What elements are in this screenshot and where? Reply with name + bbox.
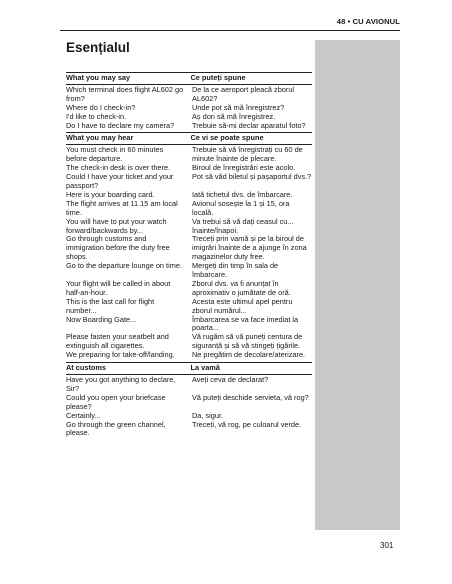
section-heading	[66, 132, 312, 145]
phrase-english: Have you got anything to declare, Sir?	[66, 375, 176, 393]
phrase-english: Do I have to declare my camera?	[66, 120, 175, 130]
phrase-romanian: Mergeți din timp în sala de îmbarcare.	[192, 261, 279, 280]
phrase-romanian: Iată tichetul dvs. de îmbarcare.	[192, 189, 293, 199]
phrase-romanian: Ne pregătim de decolare/aterizare.	[192, 350, 306, 360]
header-rule	[60, 30, 400, 31]
phrase-row	[66, 298, 312, 316]
phrase-romanian: Trebuie să vă înregistrați cu 60 de minute înainte de plecare.	[192, 145, 303, 164]
phrase-row	[66, 421, 312, 439]
phrase-romanian: Treceți, vă rog, pe culoarul verde.	[192, 419, 302, 429]
phrase-row	[66, 235, 312, 262]
phrase-row	[66, 376, 312, 394]
phrase-romanian: Unde pot să mă înregistrez?	[192, 102, 285, 112]
page-title: Esențialul	[66, 40, 130, 55]
gray-sidebar	[315, 40, 400, 530]
phrase-row	[66, 333, 312, 351]
phrase-english: Certainly...	[66, 410, 101, 420]
phrase-english: The flight arrives at 11.15 am local time.	[66, 198, 178, 217]
phrase-english: I'd like to check-in.	[66, 111, 127, 121]
phrase-row	[66, 173, 312, 191]
phrase-row	[66, 316, 312, 334]
phrase-romanian: Vă puteți deschide servieta, vă rog?	[192, 392, 309, 402]
phrase-row	[66, 280, 312, 298]
phrase-list	[66, 146, 312, 360]
phrase-english: Could I have your ticket and your passport?	[66, 172, 174, 190]
phrase-row	[66, 351, 312, 360]
section-heading-ro: La vamă	[190, 363, 220, 373]
phrase-romanian: Trebuie să-mi declar aparatul foto?	[192, 120, 306, 130]
phrase-romanian: Vă rugăm să vă puneți centura de siguranță și să vă stingeți țigările.	[192, 332, 303, 351]
phrase-romanian: Treceți prin vamă și pe la biroul de imigrări înainte de a ajunge în zona magazinelor duty free.	[192, 234, 307, 262]
phrase-english: Now Boarding Gate...	[66, 314, 137, 324]
phrase-romanian: Da, sigur.	[192, 410, 224, 420]
phrase-row	[66, 122, 312, 131]
phrase-english: Could you open your briefcase please?	[66, 392, 166, 411]
section-heading	[66, 362, 312, 375]
phrase-romanian: Aș dori să mă înregistrez.	[192, 111, 276, 121]
phrase-english: Go through customs and immigration before the duty free shops.	[66, 234, 170, 262]
phrase-english: This is the last call for flight number...	[66, 296, 155, 315]
section-heading	[66, 72, 312, 85]
phrase-romanian: Pot să văd biletul și pașaportul dvs.?	[192, 172, 312, 182]
page-number: 301	[380, 541, 394, 550]
phrase-romanian: Zborul dvs. va fi anunțat în aproximativ o jumătate de oră.	[192, 278, 291, 297]
phrase-romanian: Îmbarcarea se va face imediat la poarta...	[192, 314, 299, 333]
phrase-row	[66, 86, 312, 104]
phrase-english: Here is your boarding card.	[66, 189, 155, 199]
section-heading-en: What you may say	[66, 73, 131, 82]
phrase-english: The check-in desk is over there.	[66, 163, 171, 173]
section-heading-ro: Ce puteți spune	[190, 73, 246, 82]
phrase-row	[66, 218, 312, 236]
phrase-list	[66, 376, 312, 438]
phrase-english: You will have to put your watch forward/backwards by...	[66, 216, 167, 235]
section-heading-ro: Ce vi se poate spune	[190, 133, 264, 143]
phrase-list	[66, 86, 312, 131]
phrase-english: Go through the green channel, please.	[66, 419, 166, 438]
phrase-english: Please fasten your seatbelt and extinguish all cigarettes.	[66, 332, 169, 351]
phrase-english: We preparing for take-off/landing.	[66, 350, 175, 360]
phrase-row	[66, 394, 312, 412]
phrase-romanian: Acesta este ultimul apel pentru zborul numărul...	[192, 296, 293, 315]
phrase-english: Go to the departure lounge on time.	[66, 261, 182, 271]
section-heading-en: At customs	[66, 363, 106, 373]
phrase-romanian: Biroul de înregistrări este acolo.	[192, 163, 296, 173]
running-header: 48 • CU AVIONUL	[336, 17, 400, 26]
phrase-romanian: De la ce aeroport pleacă zborul AL602?	[192, 84, 295, 103]
phrase-english: Your flight will be called in about half-an-hour.	[66, 278, 171, 297]
phrase-row	[66, 200, 312, 218]
phrase-romanian: Avionul sosește la 1 și 15, ora locală.	[192, 198, 290, 217]
phrase-romanian: Va trebui să vă dați ceasul cu... înainte/înapoi.	[192, 216, 294, 235]
phrase-english: Where do I check-in?	[66, 102, 136, 112]
phrase-tables	[66, 70, 312, 438]
phrase-row	[66, 146, 312, 164]
phrase-row	[66, 262, 312, 280]
section-heading-en: What you may hear	[66, 133, 134, 143]
phrase-english: You must check in 60 minutes before departure.	[66, 145, 164, 164]
phrase-romanian: Aveți ceva de declarat?	[192, 375, 269, 384]
phrase-english: Which terminal does flight AL602 go from?	[66, 84, 184, 103]
